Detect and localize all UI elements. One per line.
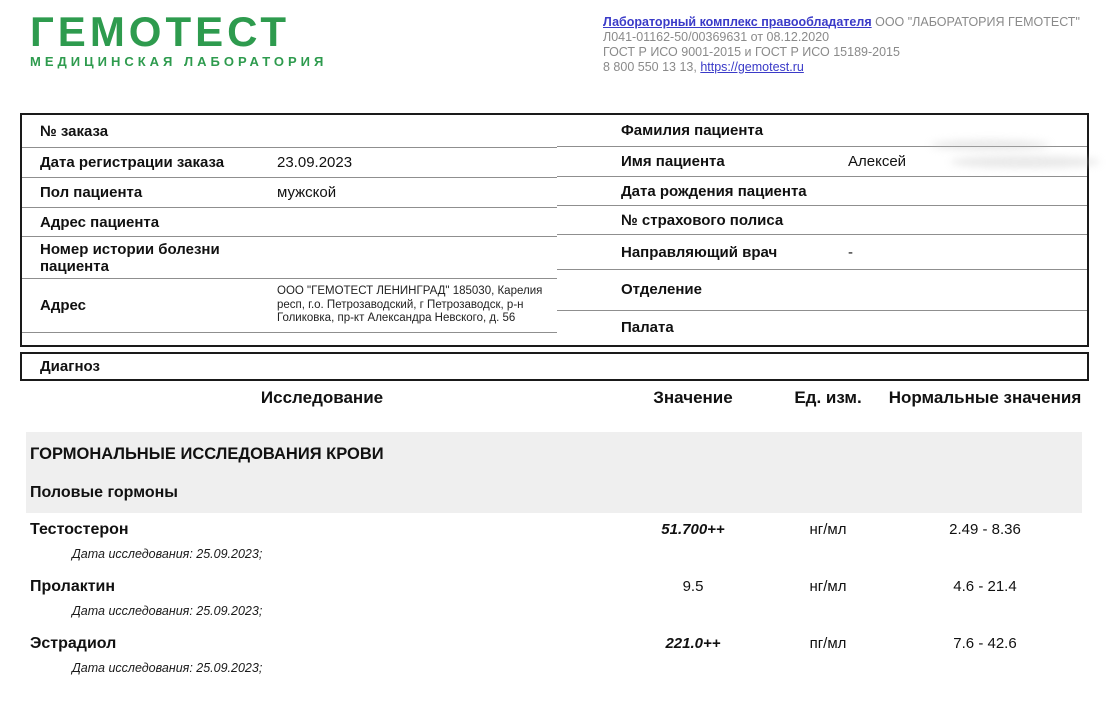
test-value: 51.700++ — [661, 521, 725, 538]
result-row — [26, 570, 1082, 618]
logo-title: ГЕМОТЕСТ — [30, 8, 291, 55]
patient-sex-value: мужской — [277, 184, 337, 201]
table-row — [22, 115, 557, 148]
test-date-note: Дата исследования: 25.09.2023; — [72, 604, 263, 618]
diagnosis-label: Диагноз — [40, 358, 100, 375]
case-history-number-label: Номер истории болезни пациента — [40, 240, 220, 275]
patient-firstname-value: Алексей — [848, 153, 907, 171]
patient-birthdate-label: Дата рождения пациента — [621, 182, 807, 200]
test-name: Тестостерон — [30, 521, 129, 538]
column-header-normal: Нормальные значения — [888, 388, 1082, 407]
test-normal-range: 2.49 - 8.36 — [949, 521, 1021, 538]
results-header-row — [26, 388, 1082, 408]
gost-line: ГОСТ Р ИСО 9001-2015 и ГОСТ Р ИСО 15189-2015 — [603, 45, 900, 59]
test-name: Пролактин — [30, 578, 116, 595]
results-table — [26, 388, 1082, 684]
license-owner: ООО "ЛАБОРАТОРИЯ ГЕМОТЕСТ" — [871, 15, 1080, 29]
test-value: 9.5 — [682, 578, 704, 595]
redaction-blur — [950, 156, 1100, 168]
patient-firstname-label: Имя пациента — [621, 153, 725, 171]
table-row — [22, 237, 557, 279]
order-number-label: № заказа — [40, 122, 109, 140]
table-row — [557, 206, 1087, 235]
table-row — [557, 177, 1087, 206]
test-name: Эстрадиол — [30, 635, 117, 652]
referring-doctor-label: Направляющий врач — [621, 243, 778, 261]
test-date-note: Дата исследования: 25.09.2023; — [72, 661, 263, 675]
department-label: Отделение — [621, 281, 702, 299]
patient-info-table — [20, 113, 1089, 347]
phone-number: 8 800 550 13 13, — [603, 60, 701, 74]
test-value: 221.0++ — [665, 635, 721, 652]
test-normal-range: 4.6 - 21.4 — [953, 578, 1017, 595]
table-row — [557, 311, 1087, 345]
table-row — [22, 279, 557, 333]
license-link[interactable]: Лабораторный комплекс правообладателя — [603, 15, 872, 29]
referring-doctor-value: - — [848, 243, 853, 261]
patient-info-left-column — [22, 115, 557, 345]
license-number: Л041-01162-50/00369631 от 08.12.2020 — [603, 30, 830, 44]
lab-address-label: Адрес — [40, 297, 87, 314]
column-header-study: Исследование — [260, 388, 384, 407]
table-row — [557, 270, 1087, 310]
patient-sex-label: Пол пациента — [40, 184, 143, 201]
table-row-filler — [22, 333, 557, 345]
test-normal-range: 7.6 - 42.6 — [953, 635, 1017, 652]
test-date-note: Дата исследования: 25.09.2023; — [72, 547, 263, 561]
section-band — [26, 432, 1082, 513]
column-header-unit: Ед. изм. — [794, 388, 862, 407]
license-line — [603, 15, 1080, 30]
table-row — [557, 235, 1087, 270]
test-unit: нг/мл — [809, 521, 847, 538]
patient-surname-label: Фамилия пациента — [621, 122, 764, 140]
insurance-policy-label: № страхового полиса — [621, 211, 784, 229]
table-row — [22, 208, 557, 237]
test-unit: пг/мл — [809, 635, 847, 652]
registration-date-label: Дата регистрации заказа — [40, 154, 225, 171]
contact-line — [603, 60, 1080, 75]
diagnosis-box — [20, 352, 1089, 381]
subsection-title: Половые гормоны — [30, 484, 178, 501]
logo-subtitle: МЕДИЦИНСКАЯ ЛАБОРАТОРИЯ — [30, 54, 328, 69]
test-unit: нг/мл — [809, 578, 847, 595]
column-header-value: Значение — [653, 388, 733, 407]
website-link[interactable]: https://gemotest.ru — [700, 60, 804, 74]
result-row — [26, 513, 1082, 561]
result-row — [26, 627, 1082, 675]
patient-address-label: Адрес пациента — [40, 213, 160, 231]
ward-label: Палата — [621, 319, 674, 337]
gemotest-logo — [30, 8, 328, 69]
lab-info-block — [603, 15, 1080, 75]
table-row — [22, 148, 557, 178]
lab-address-value: ООО "ГЕМОТЕСТ ЛЕНИНГРАД" 185030, Карелия респ, г.о. Петрозаводский, г Петрозаводск, р-н Голиковка, пр-кт Александра Невского, д. 56 — [277, 285, 543, 325]
section-title: ГОРМОНАЛЬНЫЕ ИССЛЕДОВАНИЯ КРОВИ — [30, 445, 384, 463]
table-row — [22, 178, 557, 208]
registration-date-value: 23.09.2023 — [277, 154, 353, 171]
redaction-blur — [930, 140, 1050, 150]
